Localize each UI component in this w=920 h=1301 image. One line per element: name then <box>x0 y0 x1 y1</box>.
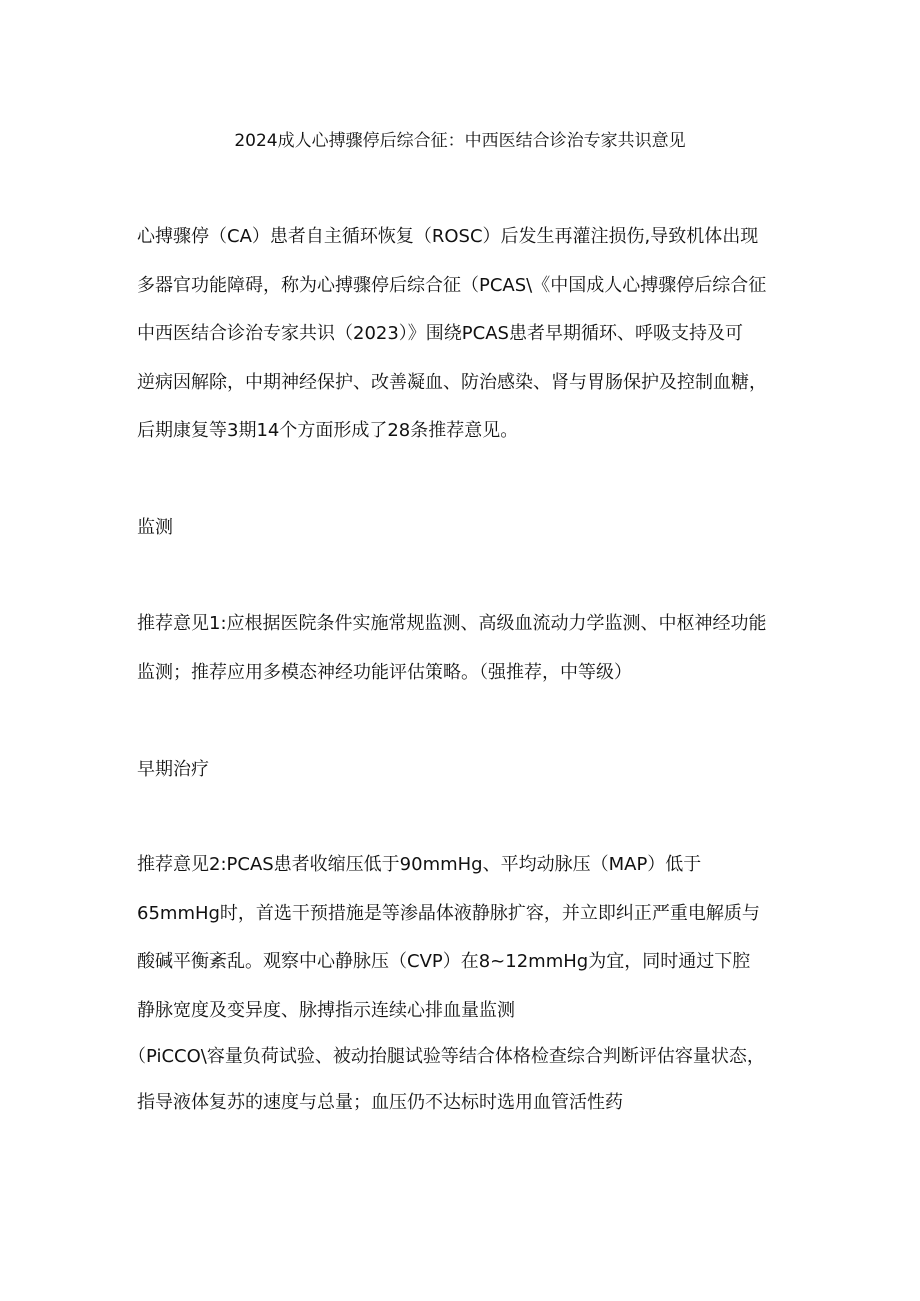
paragraph-line: 心搏骤停（CA）患者自主循环恢复（ROSC）后发生再灌注损伤,导致机体出现 <box>137 226 759 247</box>
intro-paragraph <box>137 224 797 467</box>
recommendation-2 <box>128 852 797 1138</box>
document-title: 2024成人心搏骤停后综合征：中西医结合诊治专家共识意见 <box>234 131 686 151</box>
paragraph-line: 酸碱平衡紊乱。观察中心静脉压（CVP）在8~12mmHg为宜，同时通过下腔 <box>137 951 751 972</box>
section-heading: 早期治疗 <box>137 759 209 780</box>
paragraph-line: 监测；推荐应用多模态神经功能评估策略。（强推荐，中等级） <box>137 661 632 683</box>
recommendation-1 <box>137 611 797 708</box>
paragraph-line: 推荐意见1:应根据医院条件实施常规监测、高级血流动力学监测、中枢神经功能 <box>137 613 767 634</box>
paragraph-line: 65mmHg时，首选干预措施是等渗晶体液静脉扩容，并立即纠正严重电解质与 <box>137 902 760 924</box>
paragraph-line: 静脉宽度及变异度、脉搏指示连续心排血量监测 <box>137 999 515 1021</box>
paragraph-line: （PiCCO\容量负荷试验、被动抬腿试验等结合体格检查综合判断评估容量状态， <box>128 1045 765 1067</box>
paragraph-line: 指导液体复苏的速度与总量；血压仍不达标时选用血管活性药 <box>137 1091 623 1113</box>
paragraph-line: 推荐意见2:PCAS患者收缩压低于90mmHg、平均动脉压（MAP）低于 <box>137 854 702 875</box>
paragraph-line: 后期康复等3期14个方面形成了28条推荐意见。 <box>137 420 519 441</box>
paragraph-line: 逆病因解除，中期神经保护、改善凝血、防治感染、肾与胃肠保护及控制血糖， <box>137 371 767 393</box>
section-heading-early-treatment <box>137 757 797 806</box>
section-heading: 监测 <box>137 517 173 538</box>
paragraph-line: 多器官功能障碍，称为心搏骤停后综合征（PCAS\《中国成人心搏骤停后综合征 <box>137 274 767 296</box>
section-heading-monitoring <box>137 515 797 564</box>
paragraph-line: 中西医结合诊治专家共识（2023）》围绕PCAS患者早期循环、呼吸支持及可 <box>137 323 743 344</box>
